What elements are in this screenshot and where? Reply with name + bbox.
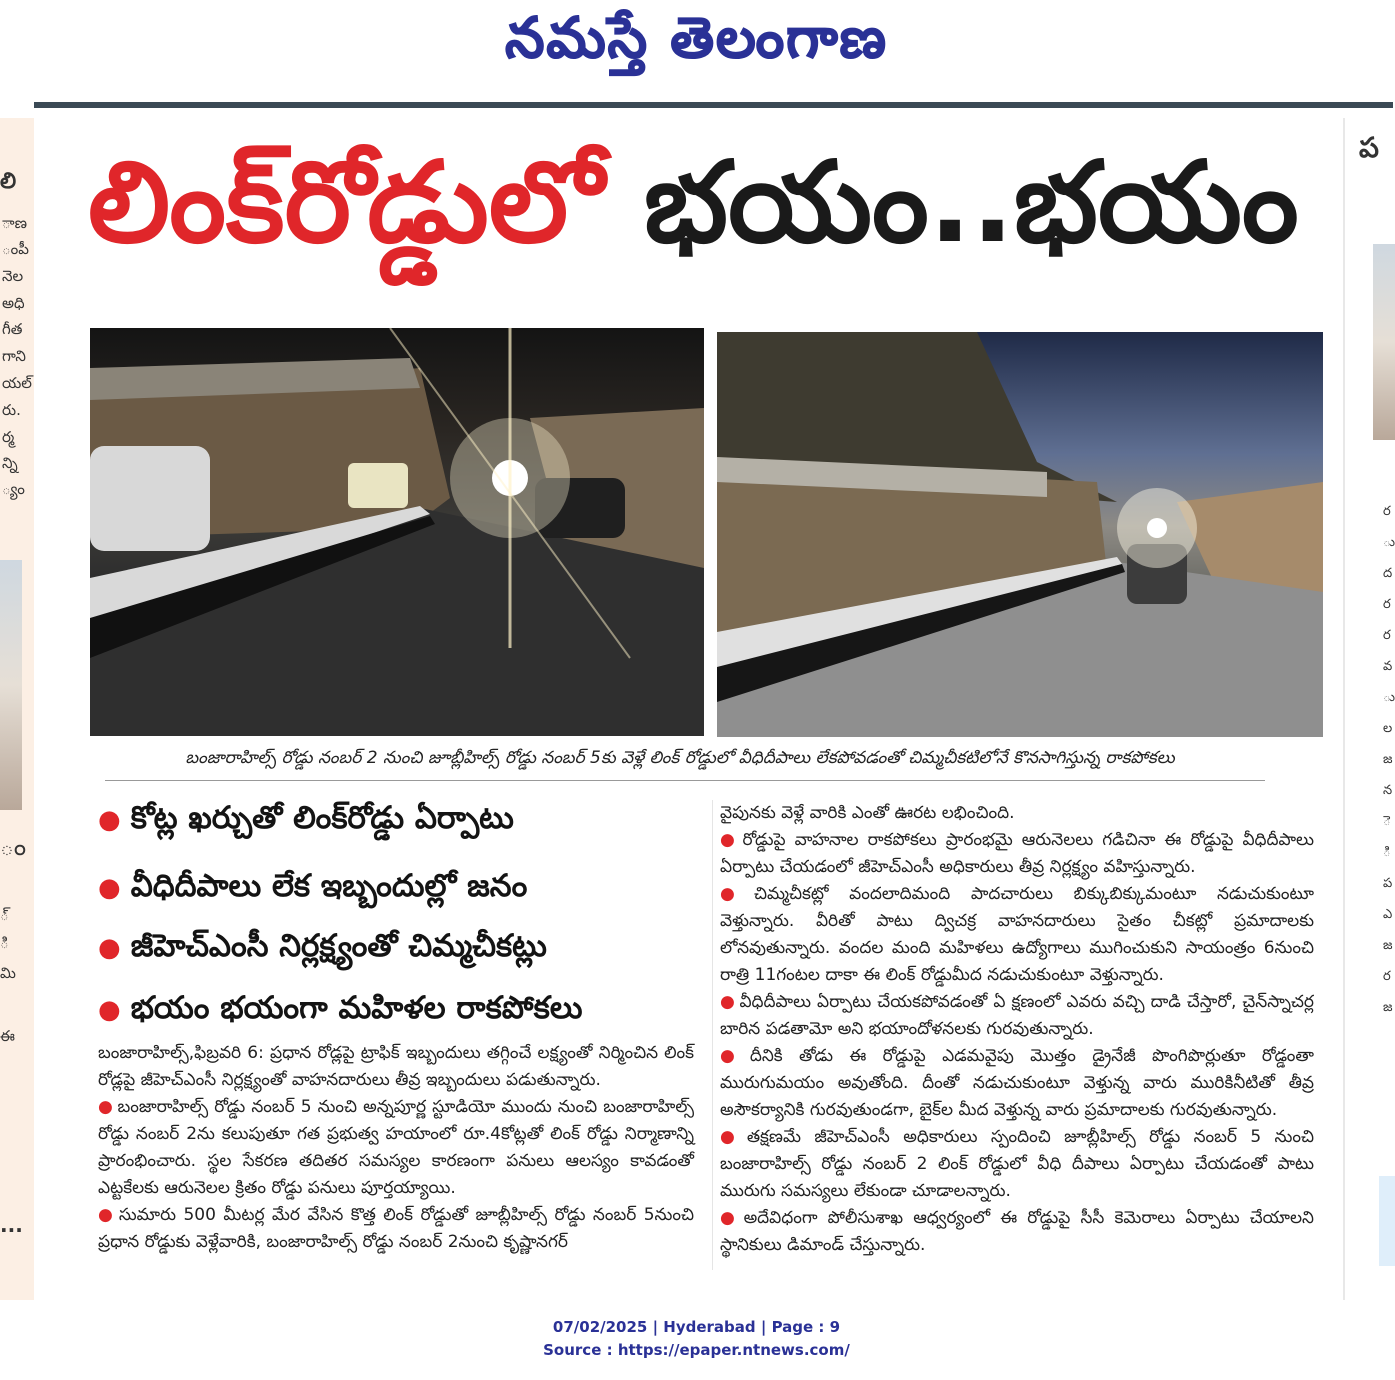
edge-left-heading: లి [0, 169, 17, 194]
edge-left-line: మి [0, 964, 16, 982]
adjacent-article-left [0, 118, 34, 1300]
article-paragraph: వైపునకు వెళ్లే వారికి ఎంతో ఊరట లభించింది. [720, 803, 1015, 823]
edge-left-line: ి [0, 934, 9, 952]
night-road-photo [90, 328, 704, 736]
red-bullet-icon: ● [98, 1097, 114, 1117]
newspaper-logo: నమస్తే తెలంగాణ [505, 6, 888, 71]
article-body-left [98, 1040, 694, 1256]
edge-left-line: గాని [2, 347, 26, 365]
edge-left-line: ఈ [0, 1027, 15, 1045]
edge-left-line: గీత [2, 320, 23, 338]
red-bullet-icon: ● [720, 1127, 743, 1147]
bullet-dot-icon: ● [98, 933, 121, 963]
edge-left-photo [0, 560, 22, 810]
article-paragraph: ● వీధిదీపాలు ఏర్పాటు చేయకపోవడంతో ఏ క్షణంలో ఎవరు వచ్చి దాడి చేస్తారో, చైన్‌స్నాచర్ల బారిన పడతామో అని భయాందోళనలకు గురవుతున్నారు. [720, 992, 1314, 1039]
red-bullet-icon: ● [720, 1046, 746, 1066]
article-paragraph: ● తక్షణమే జీహెచ్‌ఎంసీ అధికారులు స్పందించి జూబ్లీహిల్స్‌ రోడ్డు నంబర్‌ 5 నుంచి బంజారాహిల్స్‌ రోడ్డు నంబర్‌ 2 లింక్‌ రోడ్డులో వీధి దీపాలు ఏర్పాటు చేయడంతో పాటు మురుగు సమస్యలు లేకుండా చూడాలన్నారు. [720, 1127, 1314, 1201]
article-paragraph: ● సుమారు 500 మీటర్ల మేర వేసిన కొత్త లింక్‌ రోడ్డుతో జూబ్లీహిల్స్‌ రోడ్డు నంబర్‌ 5నుంచి ప్రధాన రోడ్డుకు వెళ్లేవారికి, బంజారాహిల్స్‌ రోడ్డు నంబర్‌ 2నుంచి కృష్ణానగర్‌ [98, 1205, 694, 1252]
bullet-dot-icon: ● [98, 995, 121, 1025]
masthead-rule [34, 102, 1393, 108]
edge-right-column: ర ు ద ర ర వ ు ల జ న ె ి ప ఎ జ ర జ [1383, 504, 1395, 1015]
bullet-headline: ● భయం భయంగా మహిళల రాకపోకలు [98, 990, 583, 1026]
page-footer [0, 1316, 1393, 1362]
adjacent-article-right [1343, 118, 1395, 1300]
edge-left-line: న్ని [2, 454, 18, 472]
article-paragraph: ● చిమ్మచీకట్లో వందలాదిమంది పాదచారులు బిక్కుబిక్కుమంటూ నడుచుకుంటూ వెళ్తున్నారు. వీరితో పాటు ద్విచక్ర వాహనదారులు సైతం చీకట్లో ప్రమాదాలకు లోనవుతున్నారు. వందల మంది మహిళలు ఉద్యోగాలు ముగించుకుని సాయంత్రం 6నుంచి రాత్రి 11గంటల దాకా ఈ లింక్‌ రోడ్డుమీద నడుచుకుంటూ వెళ్తున్నారు. [720, 884, 1314, 985]
article-headline [88, 138, 1328, 308]
edge-left-line: ాణ [2, 214, 27, 232]
edge-left-line: రు. [2, 401, 21, 419]
edge-right-heading: ప [1359, 131, 1379, 164]
dusk-road-photo [717, 332, 1323, 737]
edge-left-line: ర్మ [2, 428, 15, 446]
red-bullet-icon: ● [720, 992, 736, 1012]
masthead [0, 0, 1393, 80]
headline-black-part: భయం..భయం [643, 138, 1299, 268]
footer-date-edition: 07/02/2025 | Hyderabad | Page : 9 [552, 1318, 841, 1336]
edge-right-blue-box [1379, 1176, 1395, 1266]
bullet-dot-icon: ● [98, 805, 121, 835]
article-body-right [720, 800, 1314, 1259]
red-bullet-icon: ● [720, 830, 739, 850]
bullet-dot-icon: ● [98, 873, 121, 903]
edge-right-photo [1373, 244, 1395, 440]
footer-source-link[interactable]: Source : https://epaper.ntnews.com/ [543, 1341, 850, 1359]
edge-left-line: ం [0, 833, 27, 861]
red-bullet-icon: ● [720, 1208, 740, 1228]
edge-left-line: యల్ [2, 374, 32, 392]
edge-left-line: ్ [0, 906, 9, 924]
edge-left-line: అధి [2, 294, 25, 312]
bullet-headline: ● వీధిదీపాలు లేక ఇబ్బందుల్లో జనం [98, 868, 528, 904]
red-bullet-icon: ● [720, 884, 751, 904]
edge-left-line: ్యం [2, 480, 25, 498]
article-paragraph: ● బంజారాహిల్స్‌ రోడ్డు నంబర్‌ 5 నుంచి అన్నపూర్ణ స్టూడియో ముందు నుంచి బంజారాహిల్స్‌ రోడ్డు నంబర్‌ 2ను కలుపుతూ గత ప్రభుత్వ హయాంలో రూ.4కోట్లతో లింక్‌ రోడ్డు నిర్మాణాన్ని ప్రారంభించారు. స్థల సేకరణ తదితర సమస్యల కారణంగా పనులు ఆలస్యం కావడంతో ఎట్టకేలకు ఆరునెలల క్రితం రోడ్డు పనులు పూర్తయ్యాయి. [98, 1097, 694, 1198]
article-paragraph: ● రోడ్డుపై వాహనాల రాకపోకలు ప్రారంభమై ఆరునెలలు గడిచినా ఈ రోడ్డుపై వీధిదీపాలు ఏర్పాటు చేయడంలో జీహెచ్‌ఎంసీ అధికారులు తీవ్ర నిర్లక్ష్యం వహిస్తున్నారు. [720, 830, 1314, 877]
caption-rule [105, 780, 1265, 781]
article-paragraph: బంజారాహిల్స్‌,ఫిబ్రవరి 6: ప్రధాన రోడ్లపై ట్రాఫిక్‌ ఇబ్బందులు తగ్గించే లక్ష్యంతో నిర్మించిన లింక్‌ రోడ్లపై జీహెచ్‌ఎంసీ నిర్లక్ష్యంతో వాహనదారులు తీవ్ర ఇబ్బందులు పడుతున్నారు. [98, 1043, 694, 1090]
bullet-headline: ● జీహెచ్‌ఎంసీ నిర్లక్ష్యంతో చిమ్మచీకట్లు [98, 928, 547, 964]
headline-red-part: లింక్‌రోడ్డులో [88, 138, 604, 268]
column-divider [712, 800, 713, 1270]
edge-left-line: ... [0, 1213, 23, 1237]
edge-left-line: ంపీ [2, 240, 29, 258]
article-paragraph: ● అదేవిధంగా పోలీసుశాఖ ఆధ్వర్యంలో ఈ రోడ్డుపై సీసీ కెమెరాలు ఏర్పాటు చేయాలని స్థానికులు డిమాండ్‌ చేస్తున్నారు. [720, 1208, 1314, 1255]
bullet-headline: ● కోట్ల ఖర్చుతో లింక్‌రోడ్డు ఏర్పాటు [98, 800, 514, 836]
red-bullet-icon: ● [98, 1205, 115, 1225]
edge-left-line: నెల [2, 267, 24, 285]
photo-caption: బంజారాహిల్స్‌ రోడ్డు నంబర్‌ 2 నుంచి జూబ్లీహిల్స్‌ రోడ్డు నంబర్‌ 5కు వెళ్లే లింక్‌ రోడ్డులో వీధిదీపాలు లేకపోవడంతో చిమ్మచీకటిలోనే కొనసాగిస్తున్న రాకపోకలు [185, 748, 1175, 768]
article-paragraph: ● దీనికి తోడు ఈ రోడ్డుపై ఎడమవైపు మొత్తం డ్రైనేజీ పొంగిపొర్లుతూ రోడ్డంతా మురుగుమయం అవుతోంది. దీంతో నడుచుకుంటూ వెళ్తున్న వారు మురికినీటితో తీవ్ర అసౌకర్యానికి గురవుతుండగా, బైక్‌ల మీద వెళ్తున్న వారు ప్రమాదాలకు గురవుతున్నారు. [720, 1046, 1314, 1120]
